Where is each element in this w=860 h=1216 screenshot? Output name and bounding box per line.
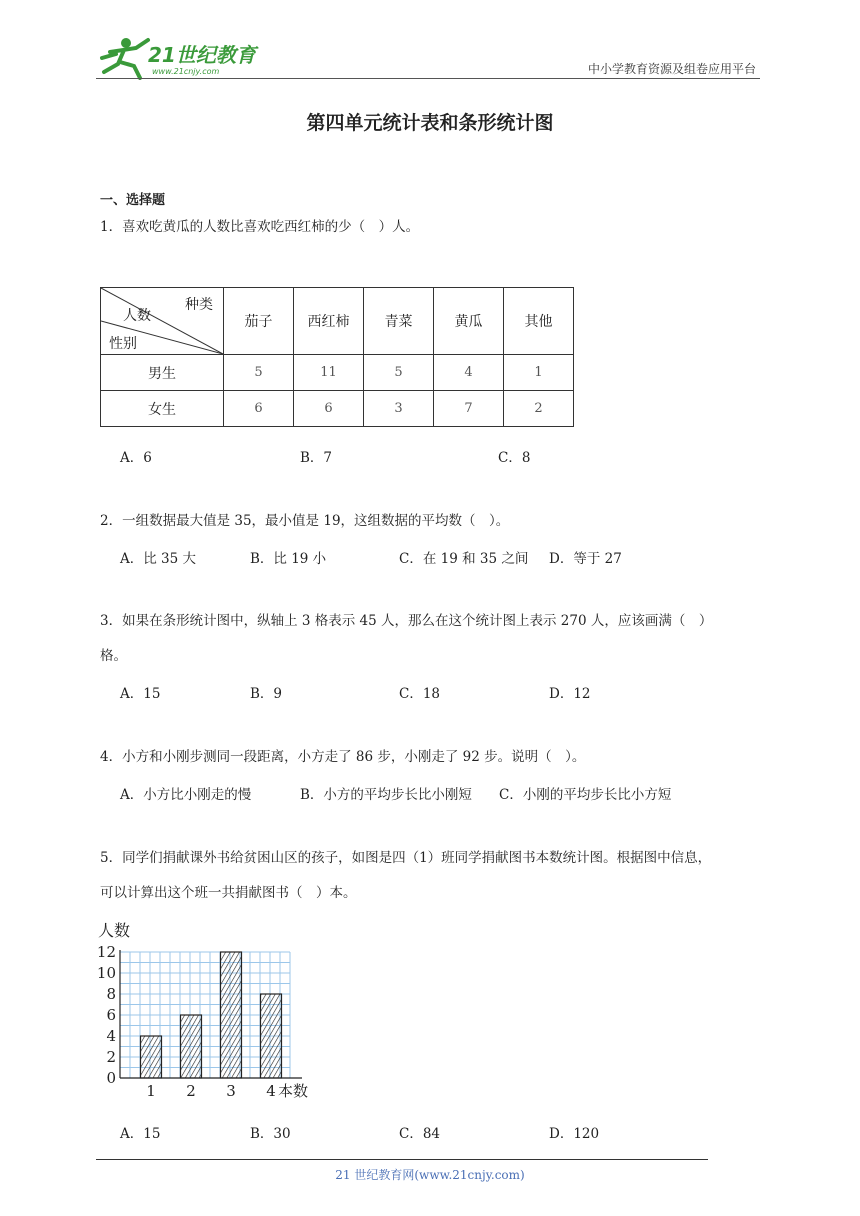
question-4-option-c[interactable]: C．小刚的平均步长比小方短: [499, 787, 672, 803]
vegetable-table: [100, 287, 574, 427]
question-3-option-b[interactable]: B．9: [250, 686, 283, 702]
section-heading: 一、选择题: [100, 193, 166, 208]
footer-text[interactable]: 21 世纪教育网(www.21cnjy.com): [335, 1168, 525, 1182]
question-5-option-a[interactable]: A．15: [120, 1126, 161, 1142]
question-2-option-a[interactable]: A．比 35 大: [120, 551, 197, 567]
logo-text: 21世纪教育: [148, 43, 256, 67]
y-tick-label: 2: [106, 1048, 116, 1066]
table-cell: 2: [504, 391, 574, 427]
site-logo: [96, 36, 266, 80]
table-cell: 6: [224, 391, 294, 427]
x-tick-label: 4: [266, 1082, 276, 1100]
question-1-text: 1．喜欢吃黄瓜的人数比喜欢吃西红柿的少（ ）人。: [100, 219, 420, 235]
table-cell: 6: [294, 391, 364, 427]
header-platform-text: 中小学教育资源及组卷应用平台: [587, 62, 756, 76]
y-tick-label: 4: [106, 1027, 116, 1045]
question-4-option-b[interactable]: B．小方的平均步长比小刚短: [300, 787, 472, 803]
table-cell: 11: [294, 355, 364, 391]
corner-type-label: 种类: [185, 297, 213, 313]
chart-bar: [261, 994, 282, 1078]
question-5-text-line1: 5．同学们捐献课外书给贫困山区的孩子，如图是四（1）班同学捐献图书本数统计图。根据图中信息，: [100, 850, 712, 866]
x-axis-title: 本数: [278, 1082, 309, 1100]
question-1-option-b[interactable]: B．7: [300, 450, 333, 466]
question-3-text-line1: 3．如果在条形统计图中，纵轴上 3 格表示 45 人，那么在这个统计图上表示 270 人，应该画满（ ）: [100, 613, 713, 629]
runner-icon: [102, 38, 148, 78]
column-header: 青菜: [364, 288, 434, 355]
chart-bar: [221, 952, 242, 1078]
column-header: 黄瓜: [434, 288, 504, 355]
question-3-option-c[interactable]: C．18: [399, 686, 441, 702]
y-tick-label: 12: [96, 943, 116, 961]
question-4-option-a[interactable]: A．小方比小刚走的慢: [120, 787, 252, 803]
question-3-text-line2: 格。: [100, 648, 127, 664]
question-3-option-a[interactable]: A．15: [120, 686, 161, 702]
logo-url: www.21cnjy.com: [152, 67, 220, 76]
y-tick-label: 10: [96, 964, 116, 982]
question-2-option-d[interactable]: D．等于 27: [549, 551, 622, 567]
y-tick-label: 6: [106, 1006, 116, 1024]
question-2-option-b[interactable]: B．比 19 小: [250, 551, 327, 567]
corner-gender-label: 性别: [109, 336, 137, 352]
question-3-option-d[interactable]: D．12: [549, 686, 591, 702]
table-corner-cell: [101, 288, 224, 355]
table-header-row: [101, 288, 574, 355]
row-label: 男生: [101, 355, 224, 391]
question-5-option-b[interactable]: B．30: [250, 1126, 291, 1142]
question-5-text-line2: 可以计算出这个班一共捐献图书（ ）本。: [100, 885, 357, 901]
page-title: 第四单元统计表和条形统计图: [306, 112, 554, 134]
question-5-option-d[interactable]: D．120: [549, 1126, 600, 1142]
question-1-option-a[interactable]: A．6: [120, 450, 152, 466]
corner-count-label: 人数: [123, 308, 151, 324]
chart-bar: [181, 1015, 202, 1078]
column-header: 西红柿: [294, 288, 364, 355]
y-tick-label: 8: [106, 985, 116, 1003]
question-4-text: 4．小方和小刚步测同一段距离，小方走了 86 步，小刚走了 92 步。说明（ ）。: [100, 749, 586, 765]
table-cell: 4: [434, 355, 504, 391]
row-label: 女生: [101, 391, 224, 427]
table-cell: 5: [364, 355, 434, 391]
y-axis-title: 人数: [98, 921, 131, 940]
table-row: [101, 355, 574, 391]
chart-bar: [141, 1036, 162, 1078]
y-tick-label: 0: [106, 1069, 116, 1087]
x-tick-label: 3: [226, 1082, 236, 1100]
table-cell: 3: [364, 391, 434, 427]
book-donation-bar-chart: [96, 912, 366, 1108]
x-tick-label: 1: [146, 1082, 156, 1100]
header-divider: [96, 78, 760, 79]
column-header: 其他: [504, 288, 574, 355]
column-header: 茄子: [224, 288, 294, 355]
footer-divider: [96, 1159, 708, 1160]
question-2-text: 2．一组数据最大值是 35，最小值是 19，这组数据的平均数（ ）。: [100, 513, 510, 529]
question-1-option-c[interactable]: C．8: [498, 450, 531, 466]
question-2-option-c[interactable]: C．在 19 和 35 之间: [399, 551, 529, 567]
question-5-option-c[interactable]: C．84: [399, 1126, 441, 1142]
table-row: [101, 391, 574, 427]
table-cell: 7: [434, 391, 504, 427]
x-tick-label: 2: [186, 1082, 196, 1100]
table-cell: 1: [504, 355, 574, 391]
table-cell: 5: [224, 355, 294, 391]
